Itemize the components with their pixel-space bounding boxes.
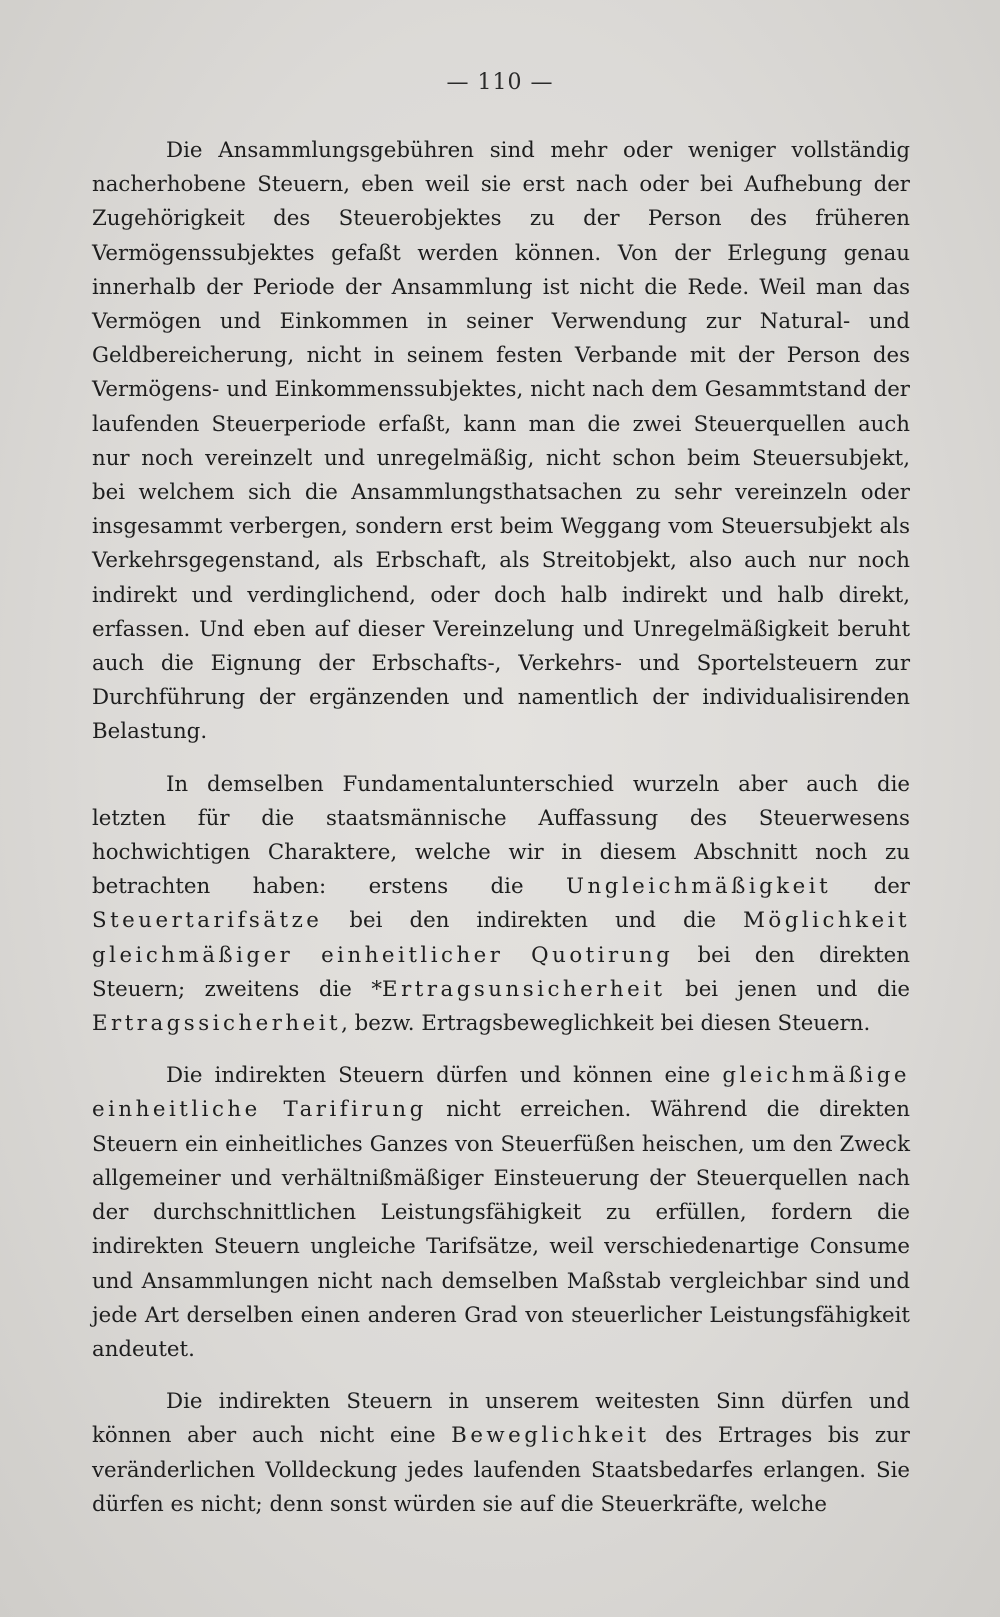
- page-number: — 110 —: [446, 70, 554, 95]
- paragraph-2-text: der: [831, 874, 910, 900]
- paragraph-4: [92, 1385, 910, 1522]
- emphasis-ertragssicherheit: Ertragssicherheit: [92, 1011, 342, 1037]
- paragraph-2-text: In demselben Fundamentalunterschied wurzeln aber auch die letzten für die staatsmännische Auffassung des Steuerwesens hochwichtigen Charaktere, welche wir in diesem Abschnitt noch zu betrachten haben: erstens die: [92, 771, 910, 900]
- paragraph-3: [92, 1059, 910, 1367]
- body-text: [92, 134, 910, 1522]
- paragraph-2: [92, 768, 910, 1042]
- emphasis-beweglichkeit: Beweglichkeit: [451, 1423, 650, 1449]
- paragraph-2-text: , bezw. Ertragsbeweglichkeit bei diesen Steuern.: [341, 1011, 871, 1037]
- paragraph-1: Die Ansammlungsgebühren sind mehr oder weniger vollständig nacherhobene Steuern, eben weil sie erst nach oder bei Aufhebung der Zugehörigkeit des Steuerobjektes zu der Person des früheren Vermögenssubjektes gefaßt werden können. Von der Erlegung genau innerhalb der Periode der Ansammlung ist nicht die Rede. Weil man das Vermögen und Einkommen in seiner Verwendung zur Natural- und Geldbereicherung, nicht in seinem festen Verbande mit der Person des Vermögens- und Einkommenssubjektes, nicht nach dem Gesammtstand der laufenden Steuerperiode erfaßt, kann man die zwei Steuerquellen auch nur noch vereinzelt und unregelmäßig, nicht schon beim Steuersubjekt, bei welchem sich die Ansammlungsthatsachen zu sehr vereinzeln oder insgesammt verbergen, sondern erst beim Weggang vom Steuersubjekt als Verkehrsgegenstand, als Erbschaft, als Streitobjekt, also auch nur noch indirekt und verdinglichend, oder doch halb indirekt und halb direkt, erfassen. Und eben auf dieser Vereinzelung und Unregelmäßigkeit beruht auch die Eignung der Erbschafts-, Verkehrs- und Sportelsteuern zur Durchführung der ergänzenden und namentlich der individualisirenden Belastung.: [92, 138, 910, 745]
- paragraph-2-text: bei den direkten Steuern; zweitens die *: [92, 942, 910, 1002]
- emphasis-moeglichkeit-quotirung: Möglichkeit gleichmäßiger einheitlicher Quotirung: [92, 908, 910, 968]
- paragraph-4-text: Die indirekten Steuern in unserem weitesten Sinn dürfen und können aber auch nicht eine: [92, 1389, 910, 1449]
- paragraph-4-text: des Ertrages bis zur veränderlichen Volldeckung jedes laufenden Staatsbedarfes erlangen. Sie dürfen es nicht; denn sonst würden sie auf die Steuerkräfte, welche: [92, 1423, 910, 1517]
- emphasis-steuertarifsaetze: Steuertarifsätze: [92, 908, 323, 934]
- paragraph-2-text: bei jenen und die: [665, 976, 910, 1002]
- paragraph-3-text: nicht erreichen. Während die direkten Steuern ein einheitliches Ganzes von Steuerfüßen heischen, um den Zweck allgemeiner und verhältnißmäßiger Einsteuerung der Steuerquellen nach der durchschnittlichen Leistungsfähigkeit zu erfüllen, fordern die indirekten Steuern ungleiche Tarifsätze, weil verschiedenartige Consume und Ansammlungen nicht nach demselben Maßstab vergleichbar sind und jede Art derselben einen anderen Grad von steuerlicher Leistungsfähigkeit andeutet.: [92, 1097, 910, 1362]
- emphasis-ungleichmaessigkeit: Ungleichmäßigkeit: [566, 874, 832, 900]
- emphasis-tarifirung: gleichmäßige einheitliche Tarifirung: [92, 1063, 910, 1123]
- emphasis-ertragsunsicherheit: Ertragsunsicherheit: [382, 976, 666, 1002]
- paragraph-3-text: Die indirekten Steuern dürfen und können eine: [166, 1063, 723, 1089]
- paragraph-2-text: bei den indirekten und die: [322, 908, 744, 934]
